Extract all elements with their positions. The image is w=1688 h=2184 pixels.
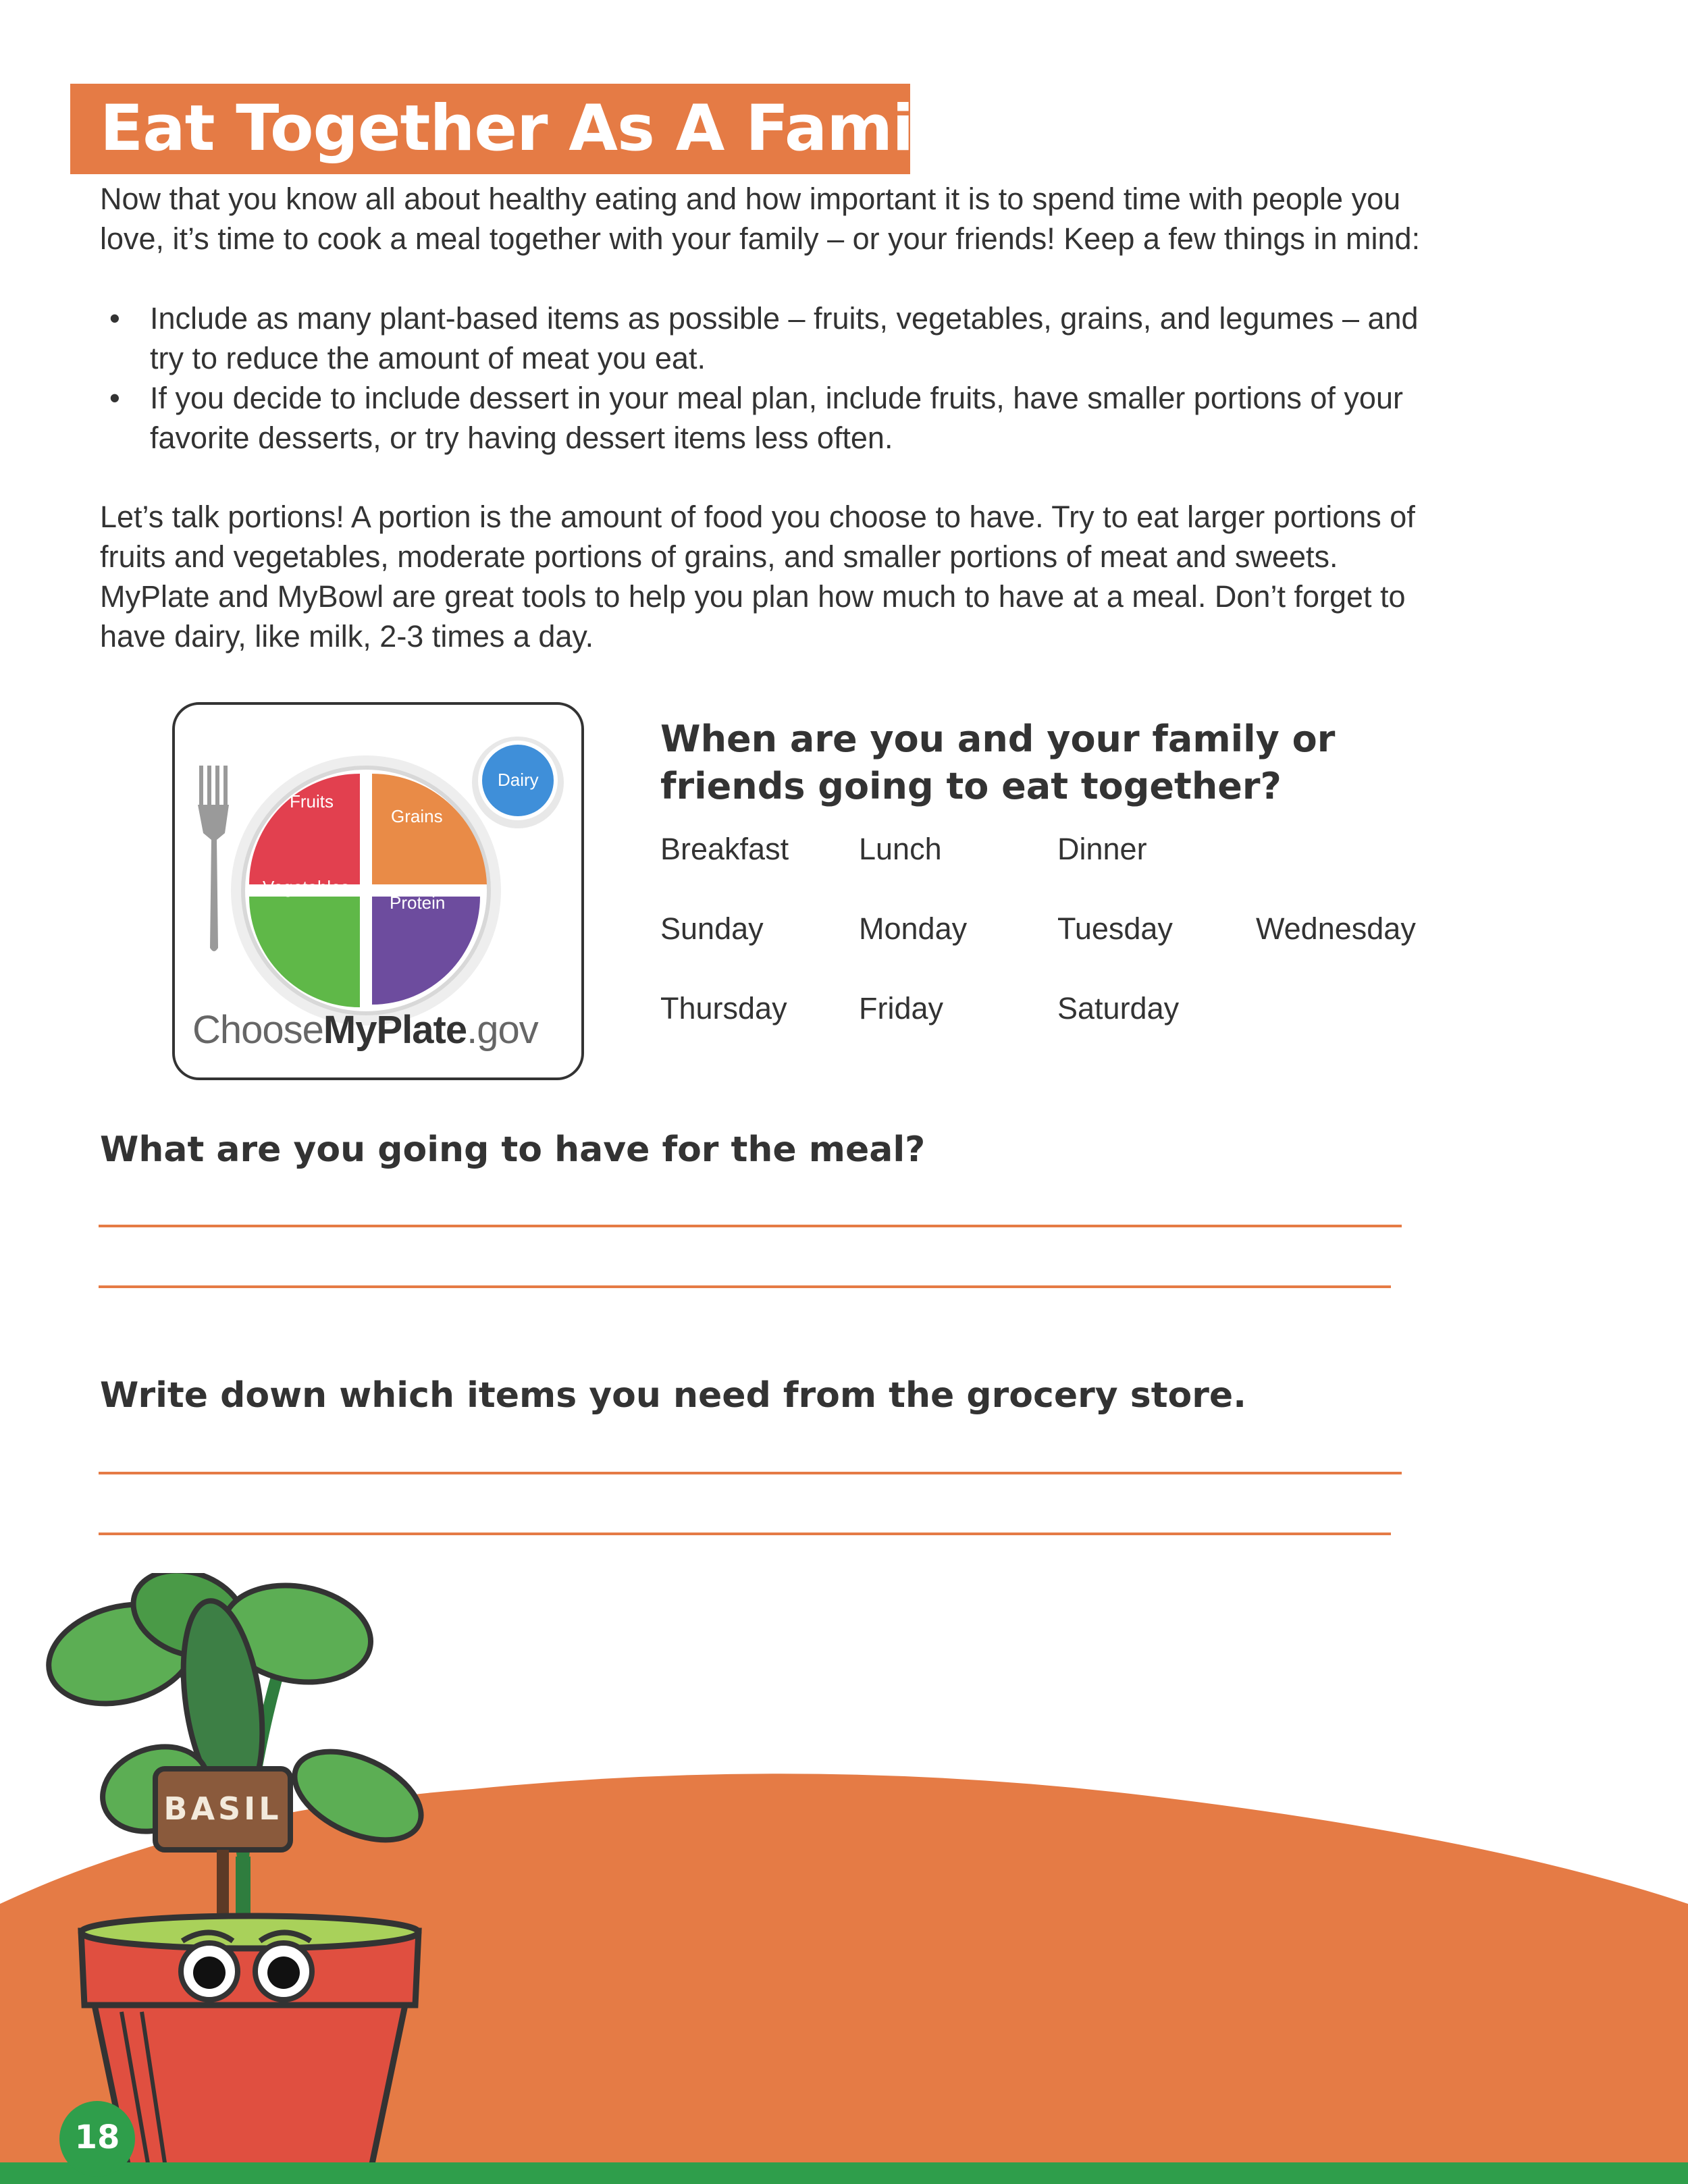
vegetables-label: Vegetables (263, 877, 350, 897)
option-wednesday[interactable]: Wednesday (1256, 911, 1416, 946)
bullet-icon: • (109, 301, 120, 336)
list-item: • Include as many plant-based items as possible – fruits, vegetables, grains, and legumes – and try to reduce the amount of meat you eat. (100, 298, 1423, 378)
option-lunch[interactable]: Lunch (859, 832, 942, 866)
grains-label: Grains (391, 806, 443, 826)
basil-plant-mascot-icon (41, 1573, 459, 2167)
basil-sign-label: BASIL (163, 1790, 282, 1827)
option-friday[interactable]: Friday (859, 991, 944, 1026)
grocery-question: Write down which items you need from the grocery store. (100, 1375, 1246, 1416)
option-breakfast[interactable]: Breakfast (660, 832, 789, 866)
grocery-answer-line[interactable] (99, 1533, 1391, 1535)
meal-question: What are you going to have for the meal? (100, 1129, 926, 1170)
list-item: • If you decide to include dessert in your meal plan, include fruits, have smaller portions of your favorite desserts, or try having dessert items less often. (100, 378, 1423, 458)
option-dinner[interactable]: Dinner (1057, 832, 1147, 866)
dairy-label: Dairy (498, 770, 539, 790)
option-tuesday[interactable]: Tuesday (1057, 911, 1173, 946)
option-sunday[interactable]: Sunday (660, 911, 764, 946)
option-monday[interactable]: Monday (859, 911, 968, 946)
option-saturday[interactable]: Saturday (1057, 991, 1180, 1026)
protein-label: Protein (390, 893, 446, 913)
meal-answer-line[interactable] (99, 1285, 1391, 1288)
page-title: Eat Together As A Family (100, 92, 975, 165)
portions-paragraph: Let’s talk portions! A portion is the amount of food you choose to have. Try to eat larger portions of fruits and vegetables, moderate portions of grains, and smaller portions of meat and sweets. MyPlate and MyBowl are great tools to help you plan how much to have at a meal. Don’t forget to have dairy, like milk, 2-3 times a day. (100, 500, 1415, 654)
bullet-icon: • (109, 381, 120, 415)
grocery-answer-line[interactable] (99, 1472, 1402, 1474)
choosemyplate-logo: ChooseMyPlate.gov (192, 1008, 538, 1052)
tips-list (100, 298, 1423, 458)
footer-bar (0, 2162, 1688, 2184)
fruits-label: Fruits (290, 791, 334, 811)
option-thursday[interactable]: Thursday (660, 991, 787, 1026)
myplate-card (172, 702, 584, 1080)
meal-answer-line[interactable] (99, 1225, 1402, 1227)
intro-paragraph: Now that you know all about healthy eating and how important it is to spend time with people you love, it’s time to cook a meal together with your family – or your friends! Keep a few things in mind: (100, 182, 1421, 256)
page-number: 18 (74, 2119, 120, 2156)
when-question: When are you and your family or friends going to eat together? (660, 718, 1336, 807)
